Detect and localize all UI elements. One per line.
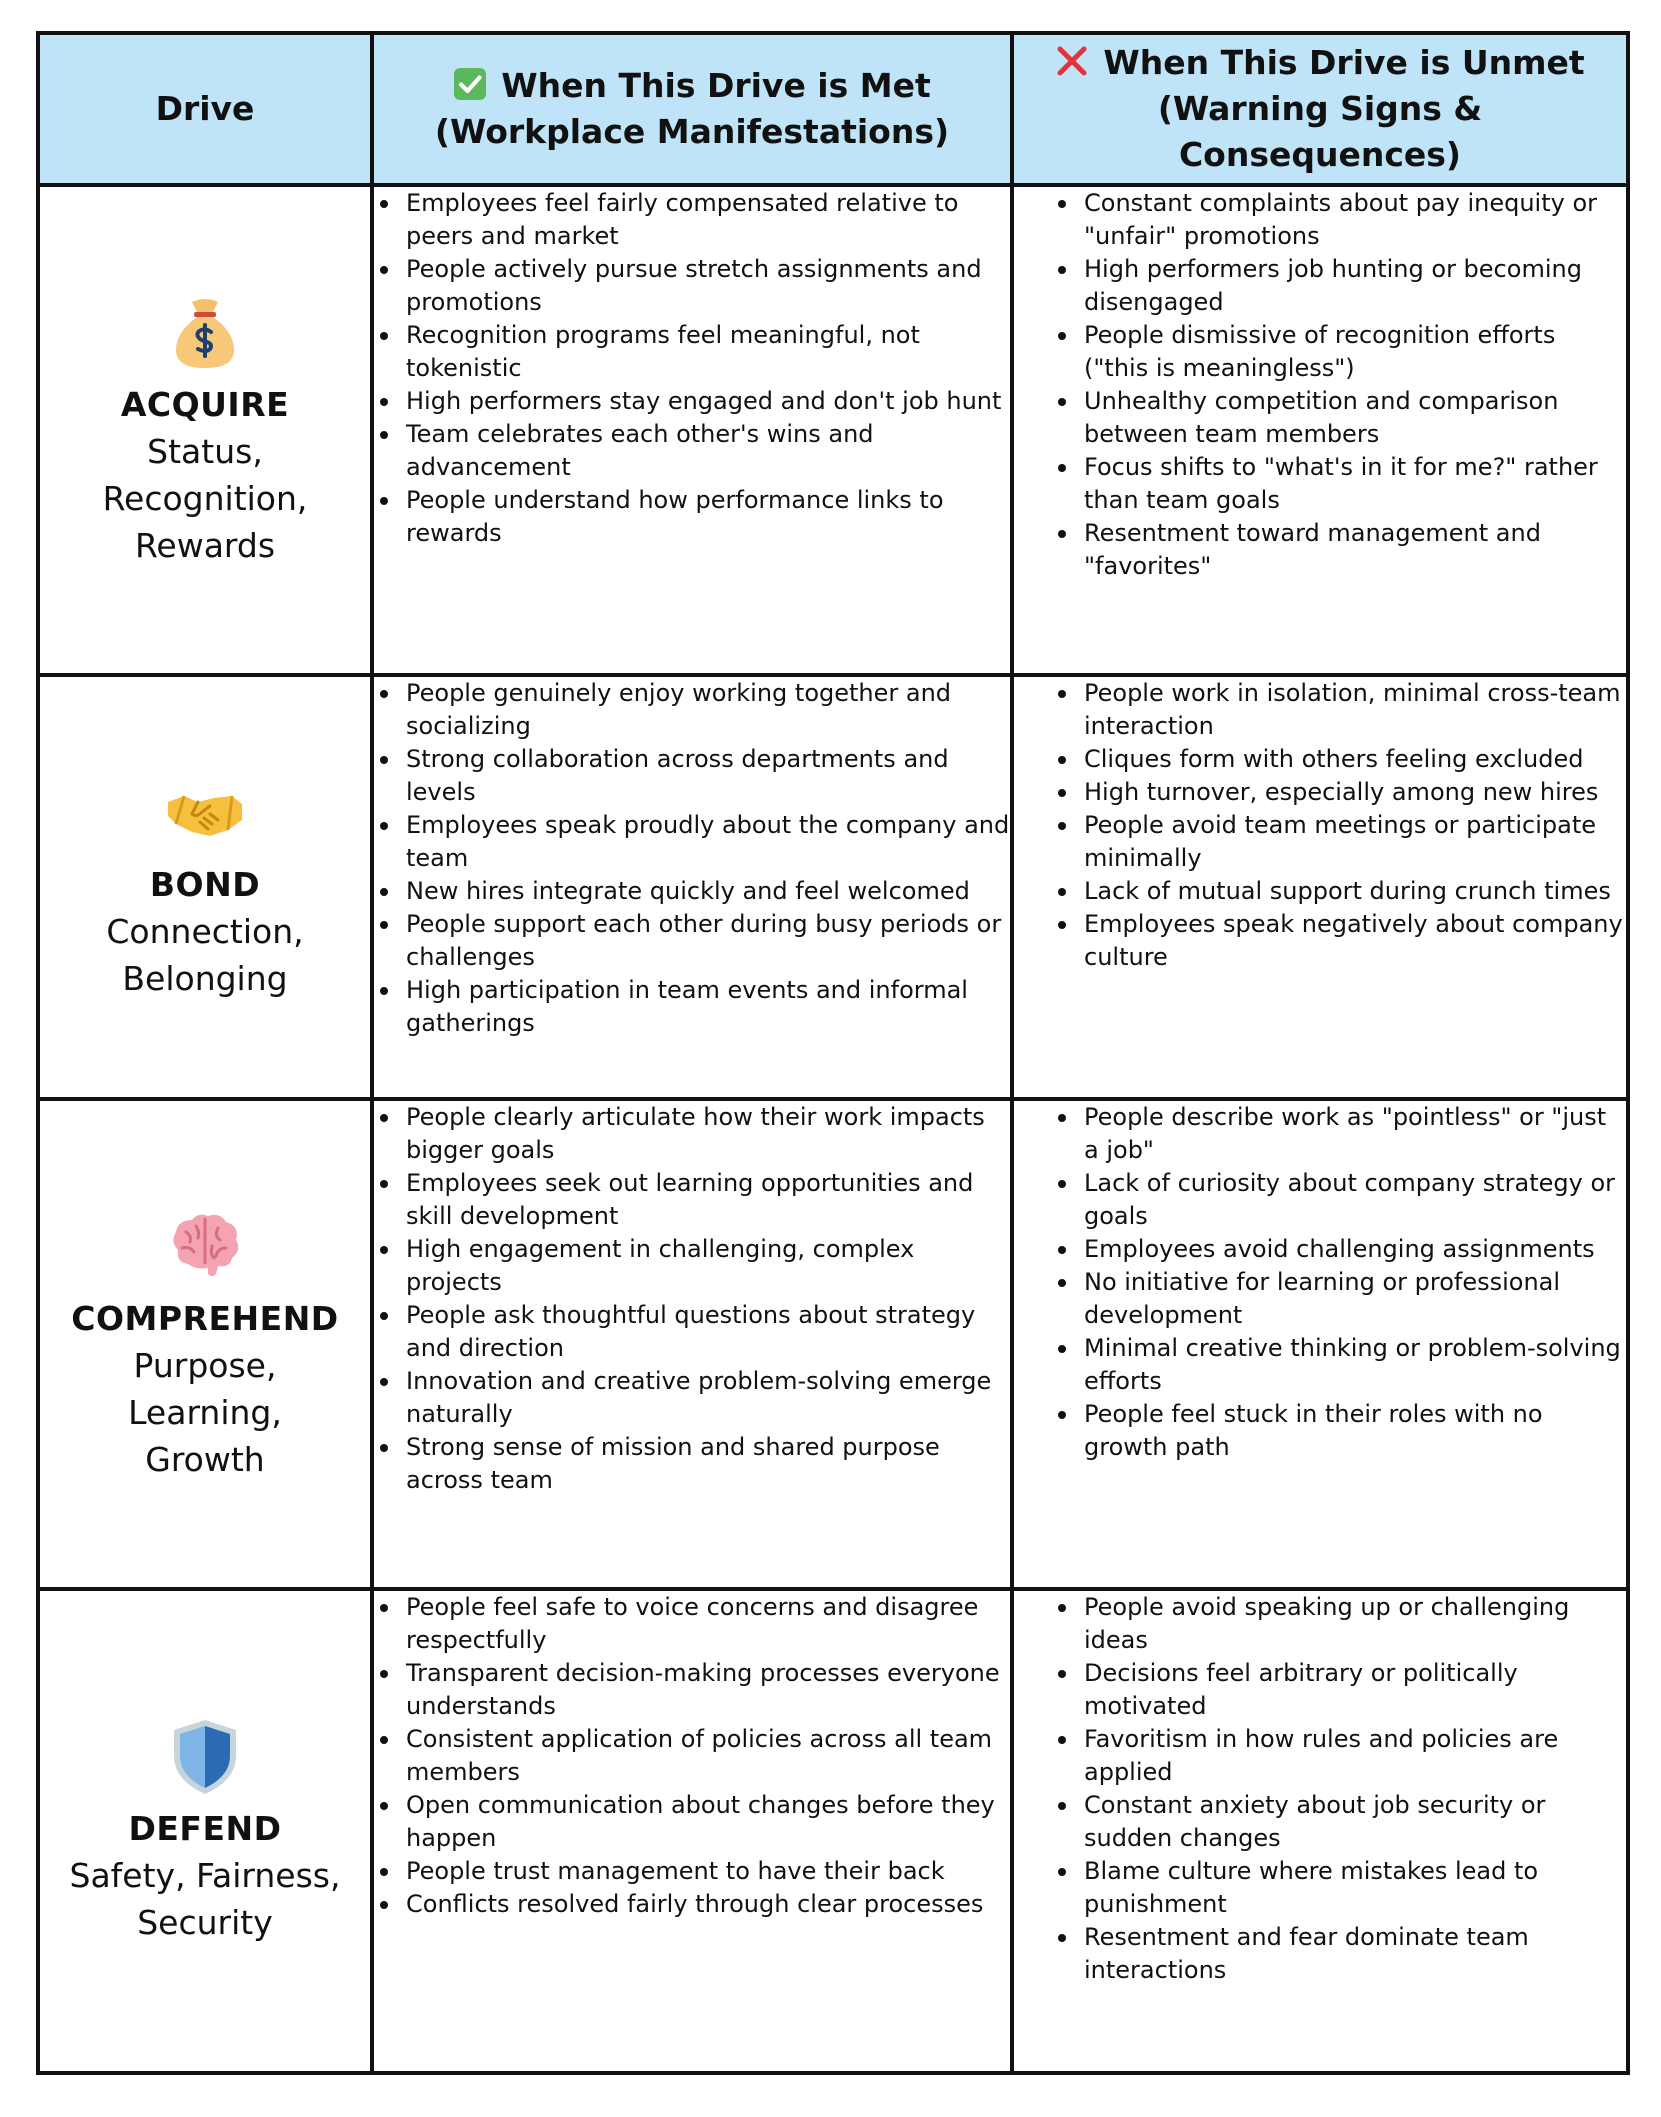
header-unmet-title (1014, 40, 1626, 86)
list-item: People work in isolation, minimal cross-team interaction (1084, 677, 1626, 743)
list-item: High performers job hunting or becoming disengaged (1084, 253, 1626, 319)
drive-cell-comprehend (38, 1099, 372, 1589)
drive-name: ACQUIRE (120, 384, 290, 424)
drive-cell-bond (38, 675, 372, 1099)
list-item: Resentment toward management and "favorites" (1084, 517, 1626, 583)
drive-name: COMPREHEND (71, 1298, 339, 1338)
drive-row-comprehend (38, 1099, 1628, 1589)
drive-description (40, 1852, 370, 1946)
drive-desc-line: Connection, (106, 912, 304, 951)
cross-mark-icon (1055, 44, 1089, 78)
list-item: Focus shifts to "what's in it for me?" rather than team goals (1084, 451, 1626, 517)
drive-desc-line: Rewards (134, 525, 276, 565)
header-drive-label: Drive (155, 89, 255, 128)
list-item: Recognition programs feel meaningful, not tokenistic (406, 319, 1010, 385)
money-bag-icon (164, 292, 246, 374)
drive-desc-line: Purpose, (133, 1345, 277, 1385)
drives-table (36, 31, 1630, 2075)
unmet-list (1052, 1591, 1626, 1987)
list-item: People genuinely enjoy working together and socializing (406, 677, 1010, 743)
list-item: People avoid team meetings or participate minimally (1084, 809, 1626, 875)
list-item: Resentment and fear dominate team interactions (1084, 1921, 1626, 1987)
list-item: High participation in team events and informal gatherings (406, 974, 1010, 1040)
unmet-cell-comprehend (1012, 1099, 1628, 1589)
list-item: New hires integrate quickly and feel welcomed (406, 875, 1010, 908)
drive-desc-line: Security (137, 1903, 273, 1942)
header-met-line2: (Workplace Manifestations) (434, 112, 950, 151)
drive-desc-line: Growth (145, 1439, 265, 1479)
list-item: People understand how performance links to rewards (406, 484, 1010, 550)
list-item: Minimal creative thinking or problem-solving efforts (1084, 1332, 1626, 1398)
list-item: Unhealthy competition and comparison between team members (1084, 385, 1626, 451)
list-item: Lack of mutual support during crunch times (1084, 875, 1626, 908)
list-item: Team celebrates each other's wins and advancement (406, 418, 1010, 484)
drive-row-bond (38, 675, 1628, 1099)
list-item: Strong sense of mission and shared purpose across team (406, 1431, 1010, 1497)
list-item: Employees seek out learning opportunities and skill development (406, 1167, 1010, 1233)
list-item: High turnover, especially among new hires (1084, 776, 1626, 809)
header-row (38, 33, 1628, 185)
unmet-list (1052, 187, 1626, 583)
list-item: High engagement in challenging, complex projects (406, 1233, 1010, 1299)
met-cell-bond (372, 675, 1012, 1099)
met-list (374, 1101, 1010, 1497)
header-unmet-line1: When This Drive is Unmet (1103, 43, 1585, 82)
list-item: People describe work as "pointless" or "just a job" (1084, 1101, 1626, 1167)
unmet-cell-bond (1012, 675, 1628, 1099)
brain-icon (164, 1206, 246, 1288)
unmet-list (1052, 1101, 1626, 1464)
list-item: People feel stuck in their roles with no growth path (1084, 1398, 1626, 1464)
list-item: Consistent application of policies across all team members (406, 1723, 1010, 1789)
met-cell-defend (372, 1589, 1012, 2073)
handshake-icon (164, 772, 246, 854)
list-item: Lack of curiosity about company strategy or goals (1084, 1167, 1626, 1233)
list-item: People trust management to have their back (406, 1855, 1010, 1888)
list-item: Open communication about changes before they happen (406, 1789, 1010, 1855)
list-item: Blame culture where mistakes lead to punishment (1084, 1855, 1626, 1921)
list-item: Employees speak proudly about the company and team (406, 809, 1010, 875)
list-item: Transparent decision-making processes everyone understands (406, 1657, 1010, 1723)
unmet-list (1052, 677, 1626, 974)
drive-cell-acquire (38, 185, 372, 675)
drive-cell-defend (38, 1589, 372, 2073)
header-met-line1: When This Drive is Met (501, 66, 931, 105)
drive-name: DEFEND (128, 1809, 282, 1848)
list-item: Constant anxiety about job security or sudden changes (1084, 1789, 1626, 1855)
drive-desc-line: Belonging (122, 959, 288, 998)
list-item: Employees feel fairly compensated relative to peers and market (406, 187, 1010, 253)
drive-desc-line: Status, (147, 431, 263, 471)
met-cell-acquire (372, 185, 1012, 675)
list-item: Favoritism in how rules and policies are applied (1084, 1723, 1626, 1789)
list-item: People dismissive of recognition efforts ("this is meaningless") (1084, 319, 1626, 385)
list-item: People clearly articulate how their work impacts bigger goals (406, 1101, 1010, 1167)
list-item: Innovation and creative problem-solving emerge naturally (406, 1365, 1010, 1431)
list-item: Employees speak negatively about company culture (1084, 908, 1626, 974)
drive-description (40, 428, 370, 569)
list-item: People ask thoughtful questions about strategy and direction (406, 1299, 1010, 1365)
drive-desc-line: Recognition, (102, 478, 308, 518)
list-item: People avoid speaking up or challenging ideas (1084, 1591, 1626, 1657)
drive-description (40, 908, 370, 1002)
list-item: Decisions feel arbitrary or politically motivated (1084, 1657, 1626, 1723)
header-met (372, 33, 1012, 185)
header-drive (38, 33, 372, 185)
drive-row-defend (38, 1589, 1628, 2073)
unmet-cell-acquire (1012, 185, 1628, 675)
list-item: Constant complaints about pay inequity or "unfair" promotions (1084, 187, 1626, 253)
drives-sheet (36, 31, 1626, 2071)
drive-description (40, 1342, 370, 1483)
met-list (374, 677, 1010, 1040)
list-item: Cliques form with others feeling excluded (1084, 743, 1626, 776)
list-item: People support each other during busy periods or challenges (406, 908, 1010, 974)
list-item: No initiative for learning or professional development (1084, 1266, 1626, 1332)
met-list (374, 187, 1010, 550)
shield-icon (164, 1716, 246, 1798)
list-item: High performers stay engaged and don't job hunt (406, 385, 1010, 418)
list-item: Conflicts resolved fairly through clear processes (406, 1888, 1010, 1921)
list-item: Strong collaboration across departments and levels (406, 743, 1010, 809)
unmet-cell-defend (1012, 1589, 1628, 2073)
drive-name: BOND (149, 865, 261, 904)
met-cell-comprehend (372, 1099, 1012, 1589)
drive-desc-line: Safety, Fairness, (69, 1856, 341, 1895)
check-mark-icon (453, 67, 487, 101)
drive-row-acquire (38, 185, 1628, 675)
met-list (374, 1591, 1010, 1921)
list-item: People actively pursue stretch assignments and promotions (406, 253, 1010, 319)
list-item: Employees avoid challenging assignments (1084, 1233, 1626, 1266)
header-met-title (374, 63, 1010, 109)
header-unmet-line2: (Warning Signs & Consequences) (1157, 89, 1483, 174)
drive-desc-line: Learning, (128, 1392, 282, 1432)
list-item: People feel safe to voice concerns and disagree respectfully (406, 1591, 1010, 1657)
header-unmet (1012, 33, 1628, 185)
